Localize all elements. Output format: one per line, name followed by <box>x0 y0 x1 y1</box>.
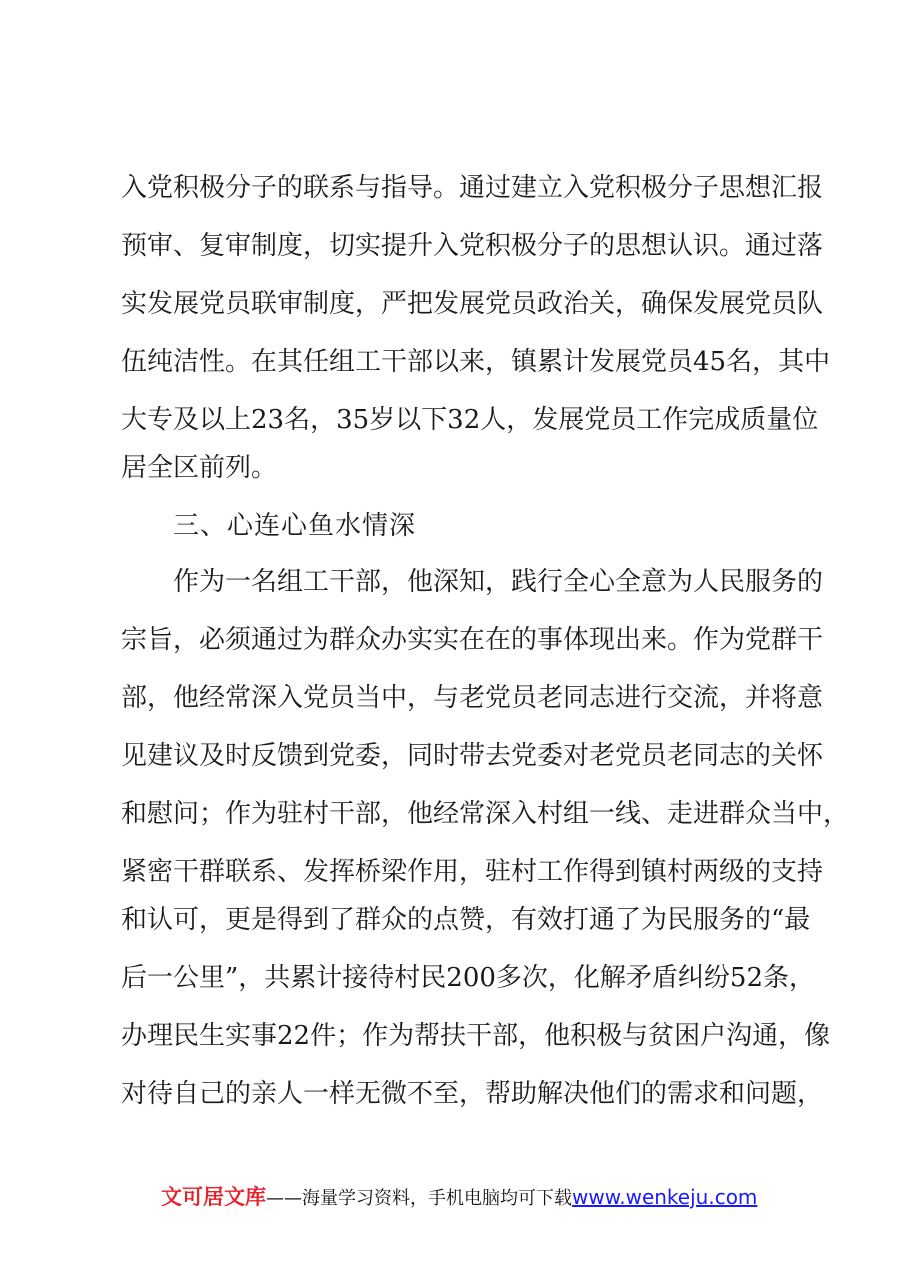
footer-banner <box>161 1181 757 1213</box>
paragraph-line: 部，他经常深入党员当中，与老党员老同志进行交流，并将意 <box>121 683 824 713</box>
paragraph-line: 办理民生实事22件；作为帮扶干部，他积极与贫困户沟通，像 <box>121 1021 831 1051</box>
paragraph-line: 和慰问；作为驻村干部，他经常深入村组一线、走进群众当中， <box>121 799 850 829</box>
paragraph-line: 入党积极分子的联系与指导。通过建立入党积极分子思想汇报 <box>121 173 824 203</box>
paragraph-line: 大专及以上23名，35岁以下32人，发展党员工作完成质量位 <box>121 405 819 435</box>
paragraph-line: 伍纯洁性。在其任组工干部以来，镇累计发展党员45名，其中 <box>121 347 831 377</box>
paragraph-line: 紧密干群联系、发挥桥梁作用，驻村工作得到镇村两级的支持 <box>121 857 824 887</box>
footer-url-link[interactable]: www.wenkeju.com <box>572 1185 758 1209</box>
footer-tagline: 海量学习资料，手机电脑均可下载 <box>302 1188 572 1209</box>
paragraph-line: 作为一名组工干部，他深知，践行全心全意为人民服务的 <box>173 567 824 597</box>
paragraph-line: 预审、复审制度，切实提升入党积极分子的思想认识。通过落 <box>121 231 824 261</box>
paragraph-line: 对待自己的亲人一样无微不至，帮助解决他们的需求和问题， <box>121 1079 824 1109</box>
footer-brand: 文可居文库 <box>161 1185 266 1209</box>
section-heading: 三、心连心鱼水情深 <box>173 511 417 541</box>
paragraph-line: 后一公里”，共累计接待村民200多次，化解矛盾纠纷52条， <box>121 963 816 993</box>
paragraph-line: 居全区前列。 <box>121 453 278 483</box>
paragraph-line: 实发展党员联审制度，严把发展党员政治关，确保发展党员队 <box>121 289 824 319</box>
paragraph-line: 和认可，更是得到了群众的点赞，有效打通了为民服务的“最 <box>121 905 811 935</box>
paragraph-line: 宗旨，必须通过为群众办实实在在的事体现出来。作为党群干 <box>121 625 824 655</box>
paragraph-line: 见建议及时反馈到党委，同时带去党委对老党员老同志的关怀 <box>121 741 824 771</box>
footer-separator: —— <box>266 1188 302 1209</box>
